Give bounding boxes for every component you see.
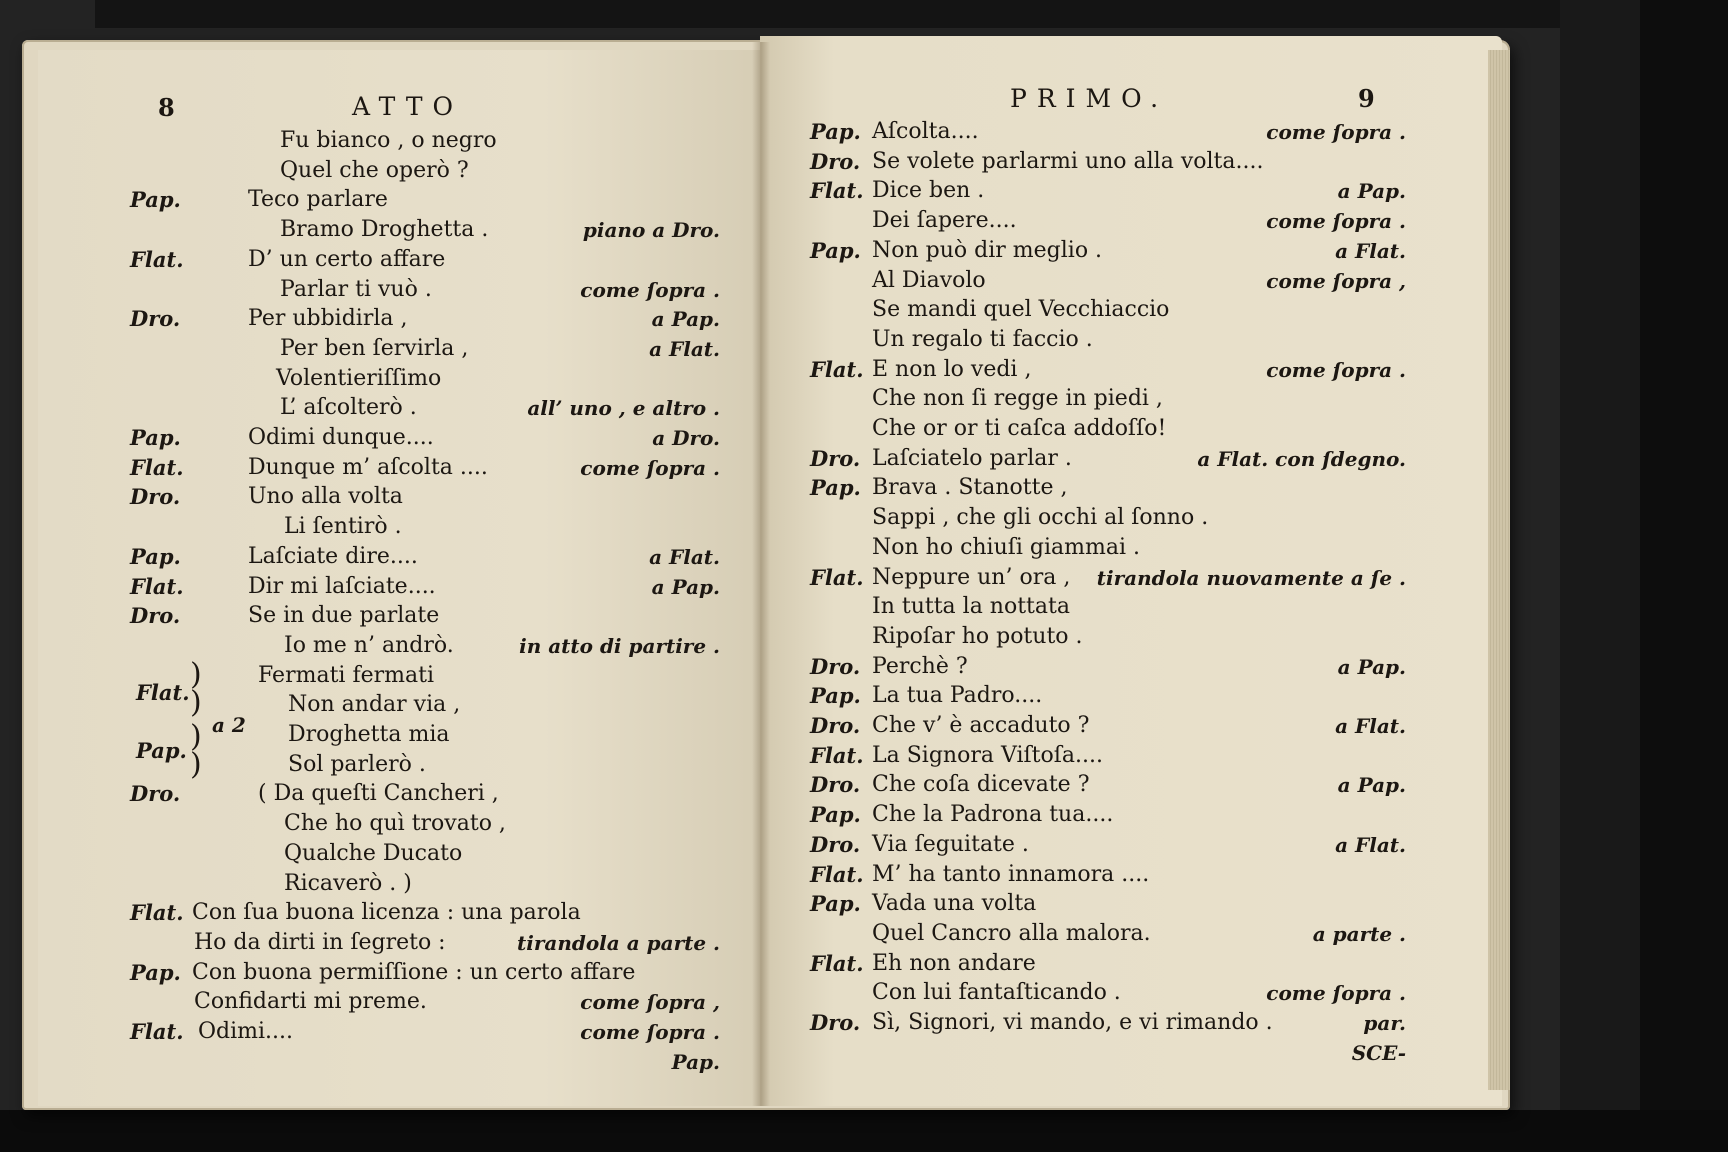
verse-line: Brava . Stanotte , [872,475,1068,501]
speaker-label: Flat. [810,742,864,768]
verse-line: Per ben ſervirla , [280,335,469,361]
speaker-label: Flat. [130,573,184,599]
speaker-label: Pap. [130,959,181,985]
speaker-label: Flat. [130,246,184,272]
stage-direction: a Pap. [1337,773,1406,798]
speaker-label: Dro. [810,772,861,798]
verse-line: Sì, Signori, vi mando, e vi rimando . [872,1010,1273,1035]
verse-line: Non può dir meglio . [872,237,1103,263]
verse-line: Ripoſar ho potuto . [872,623,1083,649]
verse-line: Che non ſi regge in piedi , [872,386,1163,412]
verse-line: Con buona permiſſione : un certo affare [192,959,636,985]
verse-line: Io me n’ andrò. [284,632,454,658]
stage-direction: par. [1363,1011,1406,1035]
stage-direction: come ſopra , [1266,268,1406,293]
verse-line: ( Da queſti Cancheri , [258,781,499,807]
stage-direction: a Flat. [649,544,720,569]
stage-direction: a Flat. [649,336,720,361]
duet-brace-upper: ) [190,685,202,720]
verse-line: Che ho quì trovato , [284,811,506,837]
stage-direction: all’ uno , e altro . [527,396,720,421]
background-bottom [0,1110,1728,1152]
speaker-label: Flat. [810,564,864,590]
verse-line: Per ubbidirla , [248,306,408,332]
speaker-label: Pap. [130,543,181,569]
speaker-label: Pap. [810,119,861,144]
speaker-label: Pap. [810,891,861,917]
speaker-label: Dro. [810,1010,861,1035]
verse-line: In tutta la nottata [872,594,1070,620]
duet-speaker: Pap. [136,738,187,763]
verse-line: Aſcolta.... [872,119,979,144]
verse-line: Teco parlare [248,187,388,213]
stage-direction: in atto di partire . [519,633,720,658]
speaker-label: Dro. [130,781,181,807]
verse-line: Vada una volta [872,891,1037,917]
speaker-label: Dro. [810,831,861,857]
stage-direction: come ſopra . [1266,120,1406,144]
speaker-label: Pap. [130,187,181,213]
background-right [1560,0,1640,1152]
right-page-number: 9 [1358,84,1375,113]
verse-line: Laſciate dire.... [248,543,418,569]
stage-direction: a Pap. [1337,179,1406,204]
speaker-label: Pap. [810,683,861,709]
verse-line: Un regalo ti faccio . [872,326,1093,352]
verse-line: Uno alla volta [248,484,403,510]
page-edges [1488,50,1510,1090]
verse-line: Volentieriſſimo [276,365,442,391]
stage-direction: piano a Dro. [582,218,720,243]
speaker-label: Dro. [130,603,181,629]
duet-mark: a 2 [212,713,246,737]
verse-line: Non andar via , [288,692,461,718]
stage-direction: a Flat. [1335,238,1406,263]
verse-line: Quel Cancro alla malora. [872,920,1151,946]
verse-line: Che or or ti caſca addoſſo! [872,416,1167,441]
speaker-label: Pap. [810,475,861,501]
speaker-label: Flat. [130,1019,184,1044]
verse-line: Se volete parlarmi uno alla volta.... [872,148,1264,174]
verse-line: Bramo Droghetta . [280,217,489,243]
verse-line: Se mandi quel Vecchiaccio [872,297,1170,323]
speaker-label: Flat. [810,356,864,382]
verse-line: Ho da dirti in ſegreto : [194,929,446,955]
verse-line: Con ſua buona licenza : una parola [192,900,581,926]
stage-direction: come ſopra . [580,1020,720,1044]
stage-direction: come ſopra . [1266,357,1406,382]
verse-line: Confidarti mi preme. [194,989,427,1015]
verse-line: Eh non andare [872,950,1036,976]
stage-direction: a parte . [1312,921,1406,946]
speaker-label: Pap. [130,425,181,450]
speaker-label: Flat. [130,454,184,480]
stage-direction: a Pap. [651,307,720,332]
verse-line: Via ſeguitate . [872,831,1029,857]
speaker-label: Flat. [130,900,184,926]
stage-direction: come ſopra , [580,990,720,1015]
verse-line: Che coſa dicevate ? [872,772,1090,798]
verse-line: Droghetta mia [288,722,450,747]
verse-line: Quel che operò ? [280,157,469,183]
verse-line: Perchè ? [872,653,968,679]
verse-line: Dunque m’ aſcolta .... [248,454,488,480]
stage-direction: a Flat. [1335,714,1406,738]
verse-line: Fu bianco , o negro [280,128,497,153]
duet-brace-lower: ) [190,719,202,754]
verse-line: Sappi , che gli occhi al ſonno . [872,505,1209,531]
verse-line: Ricaverò . ) [284,870,412,896]
verse-line: Li ſentirò . [284,514,402,540]
verse-line: Al Diavolo [872,267,986,293]
book-gutter [752,42,770,1106]
verse-line: L’ aſcolterò . [280,395,417,421]
speaker-label: Dro. [810,713,861,738]
verse-line: Che la Padrona tua.... [872,802,1114,828]
stage-direction: come ſopra . [580,277,720,302]
speaker-label: Dro. [810,653,861,679]
stage-direction: a Flat. [1335,832,1406,857]
verse-line: Laſciatelo parlar . [872,445,1072,471]
stage-direction: tirandola nuovamente a ſe . [1096,565,1406,590]
stage-direction: come ſopra . [1266,981,1406,1006]
speaker-label: Pap. [810,802,861,828]
background-right-edge [1640,0,1728,1152]
stage-direction: come ſopra . [580,455,720,480]
verse-line: Dice ben . [872,178,985,204]
verse-line: Qualche Ducato [284,840,463,866]
duet-brace-top: ) [190,657,202,692]
verse-line: Parlar ti vuò . [280,276,432,302]
left-page-header: ATTO [352,92,463,121]
stage-direction: a Dro. [652,426,720,450]
stage-direction: tirandola a parte . [516,930,720,955]
verse-line: Fermati fermati [258,662,434,688]
left-page-number: 8 [158,93,175,122]
background-top [95,0,1635,28]
verse-line: Se in due parlate [248,603,440,629]
right-page-header: PRIMO. [1010,84,1169,113]
verse-line: Odimi.... [198,1019,294,1044]
verse-line: Dei ſapere.... [872,208,1017,234]
stage-direction: come ſopra . [1266,209,1406,234]
stage-direction: Pap. [671,1049,720,1074]
speaker-label: Flat. [810,178,864,204]
duet-brace-bottom: ) [190,747,202,782]
duet-speaker: Flat. [136,680,190,705]
stage-direction: SCE- [1351,1040,1406,1065]
speaker-label: Dro. [810,445,861,471]
verse-line: La Signora Viſtoſa.... [872,742,1103,768]
verse-line: Neppure un’ ora , [872,564,1071,590]
speaker-label: Dro. [810,148,861,174]
speaker-label: Pap. [810,237,861,263]
speaker-label: Flat. [810,950,864,976]
verse-line: Non ho chiuſi giammai . [872,534,1141,560]
verse-line: Sol parlerò . [288,751,426,777]
stage-direction: a Pap. [1337,654,1406,679]
stage-direction: a Flat. con ſdegno. [1197,446,1406,471]
stage-direction: a Pap. [651,574,720,599]
verse-line: Che v’ è accaduto ? [872,713,1090,738]
verse-line: M’ ha tanto innamora .... [872,861,1150,887]
speaker-label: Dro. [130,484,181,510]
verse-line: La tua Padro.... [872,683,1043,709]
verse-line: E non lo vedi , [872,356,1032,382]
verse-line: D’ un certo affare [248,246,446,272]
verse-line: Odimi dunque.... [248,425,434,450]
verse-line: Dir mi laſciate.... [248,573,436,599]
verse-line: Con lui fantaſticando . [872,980,1121,1006]
speaker-label: Flat. [810,861,864,887]
speaker-label: Dro. [130,306,181,332]
